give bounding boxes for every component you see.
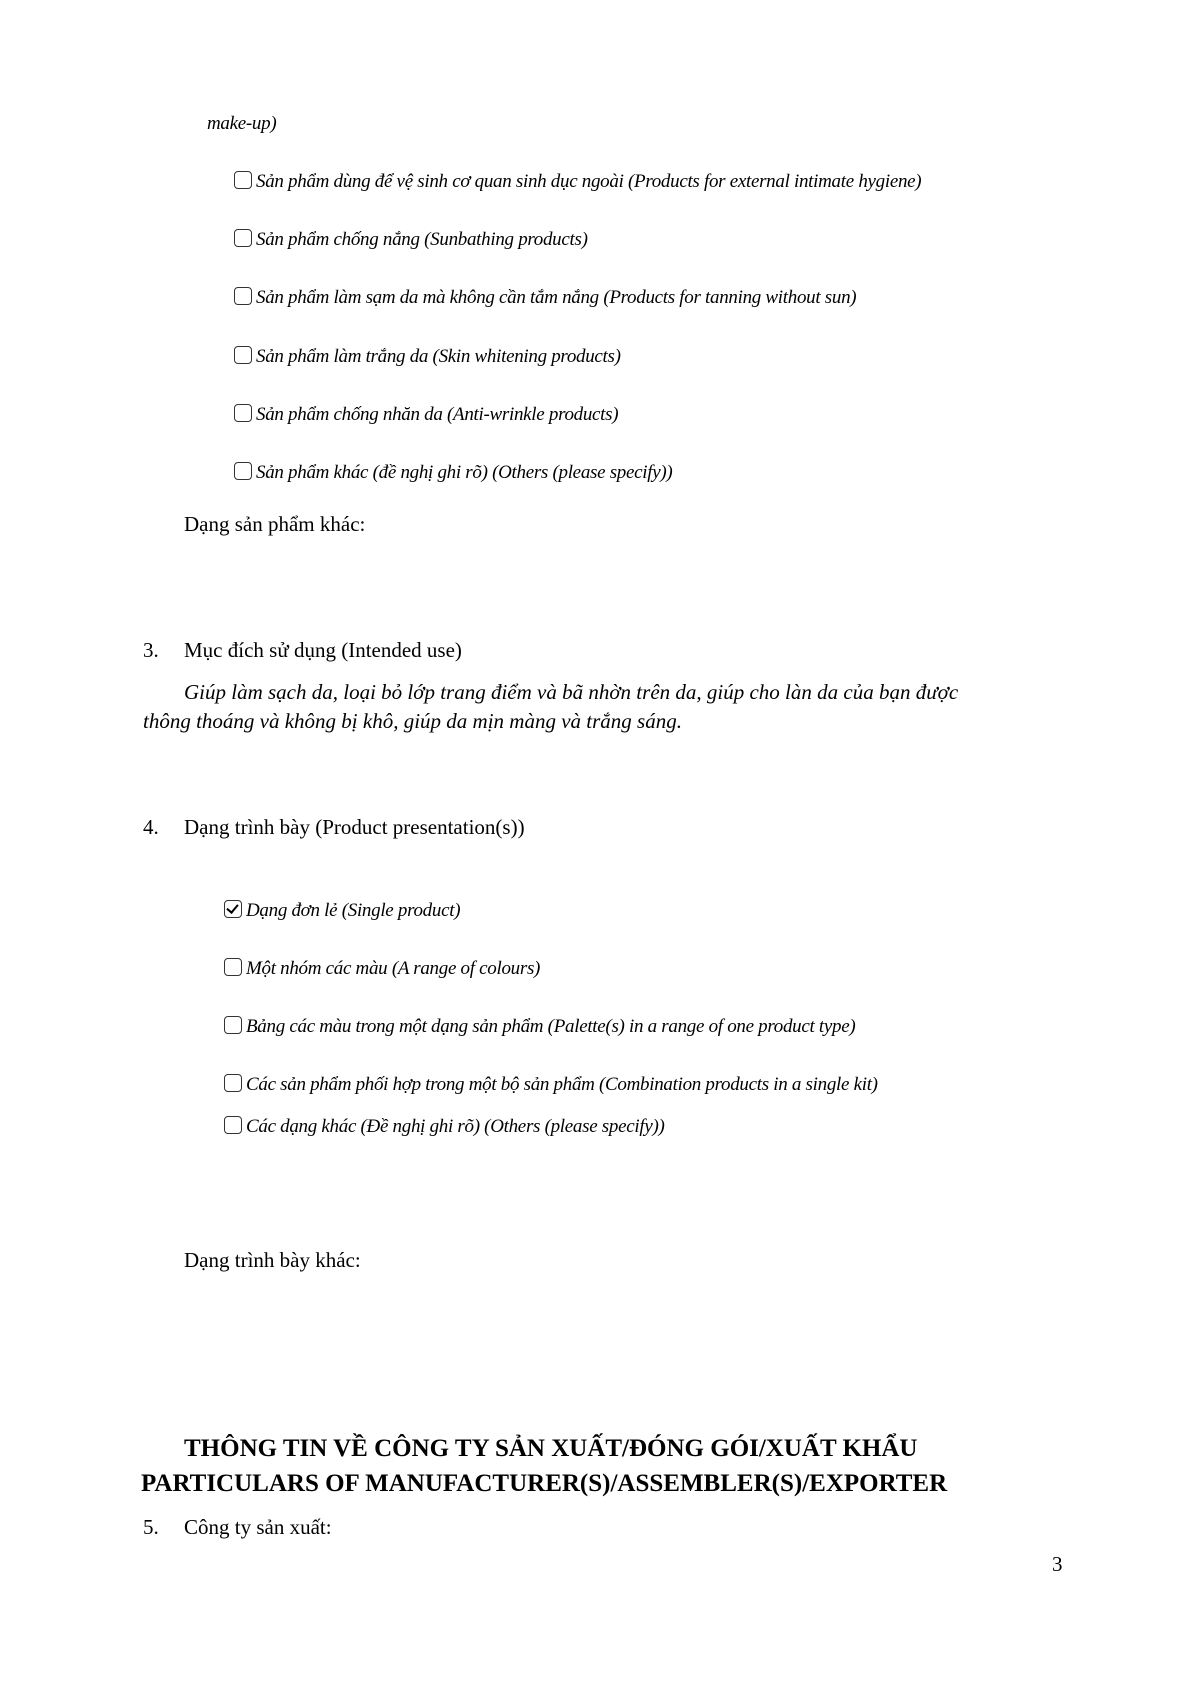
section-title: Mục đích sử dụng (Intended use) bbox=[184, 638, 462, 662]
option-label: Dạng đơn lẻ (Single product) bbox=[246, 900, 461, 921]
option-label: Sản phẩm chống nắng (Sunbathing products) bbox=[256, 229, 588, 250]
section-title: Dạng trình bày (Product presentation(s)) bbox=[184, 815, 525, 839]
section-number: 3. bbox=[143, 638, 159, 662]
checkbox[interactable] bbox=[234, 287, 252, 305]
section-number: 4. bbox=[143, 815, 159, 839]
option-label: Sản phẩm chống nhăn da (Anti-wrinkle products) bbox=[256, 404, 619, 425]
section-4-title bbox=[143, 815, 525, 840]
option-label: Sản phẩm làm sạm da mà không cần tắm nắng (Products for tanning without sun) bbox=[256, 287, 857, 308]
section-title: Công ty sản xuất: bbox=[184, 1515, 332, 1539]
product-type-option[interactable] bbox=[234, 171, 921, 193]
heading-line-2: PARTICULARS OF MANUFACTURER(S)/ASSEMBLER(S)/EXPORTER bbox=[141, 1470, 948, 1497]
checkbox[interactable] bbox=[234, 346, 252, 364]
checkbox[interactable] bbox=[224, 1074, 242, 1092]
presentation-option[interactable] bbox=[224, 900, 460, 922]
continuation-text: make-up) bbox=[207, 113, 277, 134]
other-product-label: Dạng sản phẩm khác: bbox=[184, 512, 366, 536]
page-number: 3 bbox=[1052, 1552, 1063, 1576]
option-label: Một nhóm các màu (A range of colours) bbox=[246, 958, 541, 979]
checkbox[interactable] bbox=[234, 404, 252, 422]
checkbox[interactable] bbox=[224, 958, 242, 976]
intended-use-line-2: thông thoáng và không bị khô, giúp da mịn màng và trắng sáng. bbox=[143, 709, 682, 733]
product-type-option[interactable] bbox=[234, 229, 588, 251]
section-5-title bbox=[143, 1515, 332, 1540]
section-number: 5. bbox=[143, 1515, 159, 1539]
presentation-option[interactable] bbox=[224, 1016, 855, 1038]
checkbox[interactable] bbox=[234, 462, 252, 480]
intended-use-line-1: Giúp làm sạch da, loại bỏ lớp trang điểm và bã nhờn trên da, giúp cho làn da của bạn được bbox=[184, 680, 959, 704]
option-label: Sản phẩm làm trắng da (Skin whitening products) bbox=[256, 346, 621, 367]
option-label: Các sản phẩm phối hợp trong một bộ sản phẩm (Combination products in a single kit) bbox=[246, 1074, 878, 1095]
option-label: Sản phẩm dùng để vệ sinh cơ quan sinh dục ngoài (Products for external intimate hygiene) bbox=[256, 171, 922, 192]
section-3-title bbox=[143, 638, 462, 663]
option-label: Các dạng khác (Đề nghị ghi rõ) (Others (please specify)) bbox=[246, 1116, 665, 1137]
option-label: Bảng các màu trong một dạng sản phẩm (Palette(s) in a range of one product type) bbox=[246, 1016, 856, 1037]
heading-line-1: THÔNG TIN VỀ CÔNG TY SẢN XUẤT/ĐÓNG GÓI/XUẤT KHẨU bbox=[184, 1435, 918, 1462]
option-label: Sản phẩm khác (đề nghị ghi rõ) (Others (please specify)) bbox=[256, 462, 673, 483]
checkbox[interactable] bbox=[234, 171, 252, 189]
presentation-option[interactable] bbox=[224, 1116, 665, 1138]
product-type-option[interactable] bbox=[234, 287, 856, 309]
checkbox[interactable] bbox=[224, 1116, 242, 1134]
presentation-option[interactable] bbox=[224, 1074, 878, 1096]
other-presentation-label: Dạng trình bày khác: bbox=[184, 1248, 361, 1272]
product-type-option[interactable] bbox=[234, 404, 618, 426]
checkbox[interactable] bbox=[224, 1016, 242, 1034]
product-type-option[interactable] bbox=[234, 346, 621, 368]
checkbox-checked[interactable] bbox=[224, 900, 242, 918]
checkbox[interactable] bbox=[234, 229, 252, 247]
presentation-option[interactable] bbox=[224, 958, 540, 980]
product-type-option[interactable] bbox=[234, 462, 672, 484]
